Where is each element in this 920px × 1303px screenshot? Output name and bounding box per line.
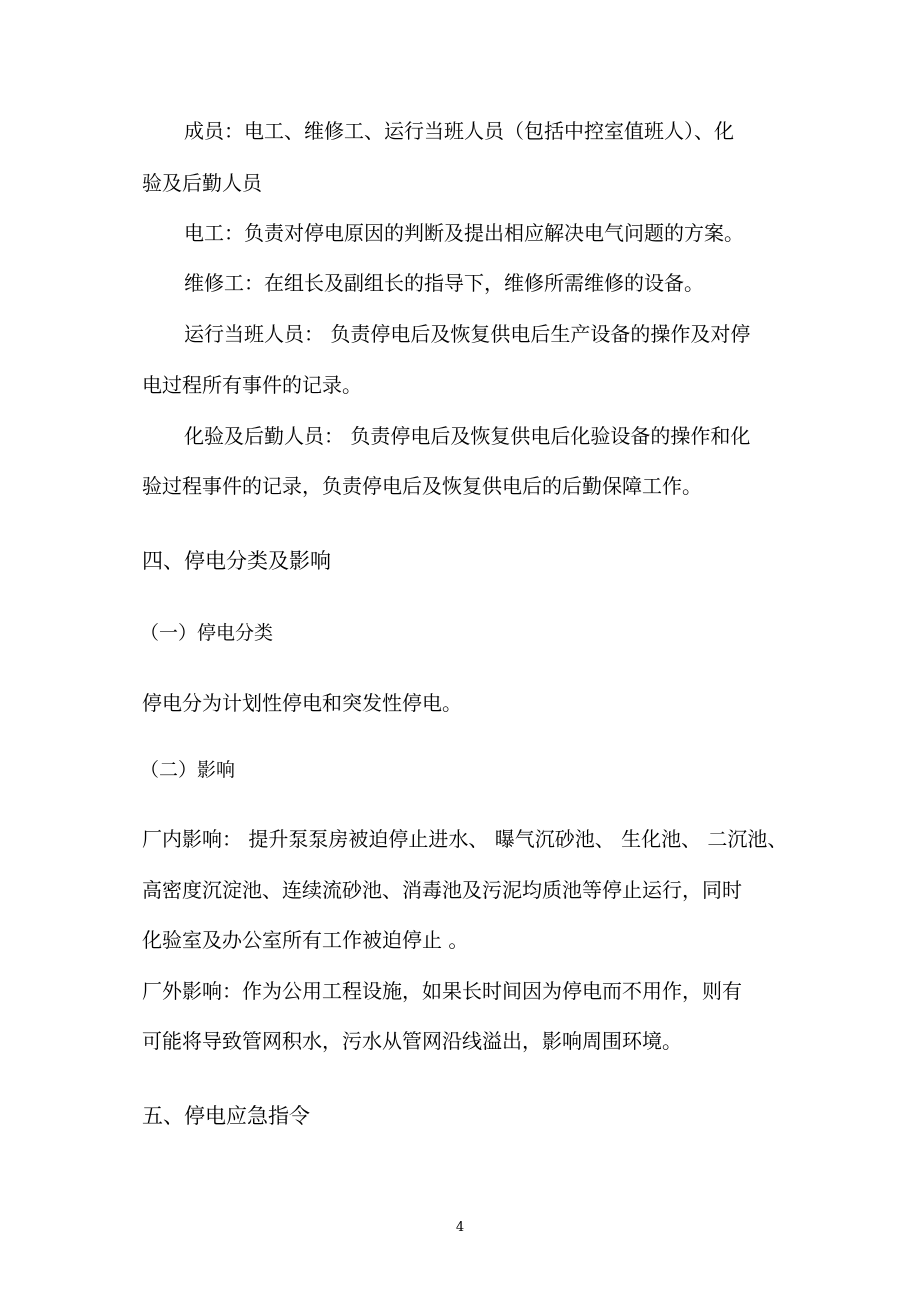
section-4-heading: 四、停电分类及影响	[142, 549, 331, 573]
inside-impact-line-1: 厂内影响： 提升泵泵房被迫停止进水、 曝气沉砂池、 生化池、 二沉池、	[142, 827, 788, 851]
members-paragraph-line-1: 成员：电工、维修工、运行当班人员（包括中控室值班人）、化	[184, 119, 734, 143]
inside-impact-line-3: 化验室及办公室所有工作被迫停止 。	[142, 928, 469, 952]
lab-paragraph-line-1: 化验及后勤人员： 负责停电后及恢复供电后化验设备的操作和化	[184, 424, 751, 448]
page-number: 4	[455, 1220, 465, 1235]
subsection-1-text: 停电分为计划性停电和突发性停电。	[142, 691, 462, 715]
members-paragraph-line-2: 验及后勤人员	[142, 171, 262, 195]
subsection-2-heading: （二）影响	[140, 759, 236, 781]
section-5-heading: 五、停电应急指令	[142, 1104, 310, 1128]
electrician-paragraph: 电工：负责对停电原因的判断及提出相应解决电气问题的方案。	[184, 221, 744, 245]
repairman-paragraph: 维修工：在组长及副组长的指导下，维修所需维修的设备。	[184, 271, 704, 295]
outside-impact-line-1: 厂外影响：作为公用工程设施，如果长时间因为停电而不用作，则有	[142, 979, 742, 1003]
subsection-1-heading: （一）停电分类	[140, 622, 274, 644]
operator-paragraph-line-2: 电过程所有事件的记录。	[142, 373, 362, 397]
operator-paragraph-line-1: 运行当班人员： 负责停电后及恢复供电后生产设备的操作及对停	[184, 322, 751, 346]
outside-impact-line-2: 可能将导致管网积水，污水从管网沿线溢出，影响周围环境。	[142, 1029, 682, 1053]
lab-paragraph-line-2: 验过程事件的记录，负责停电后及恢复供电后的后勤保障工作。	[142, 474, 702, 498]
inside-impact-line-2: 高密度沉淀池、连续流砂池、消毒池及污泥均质池等停止运行，同时	[142, 878, 742, 902]
